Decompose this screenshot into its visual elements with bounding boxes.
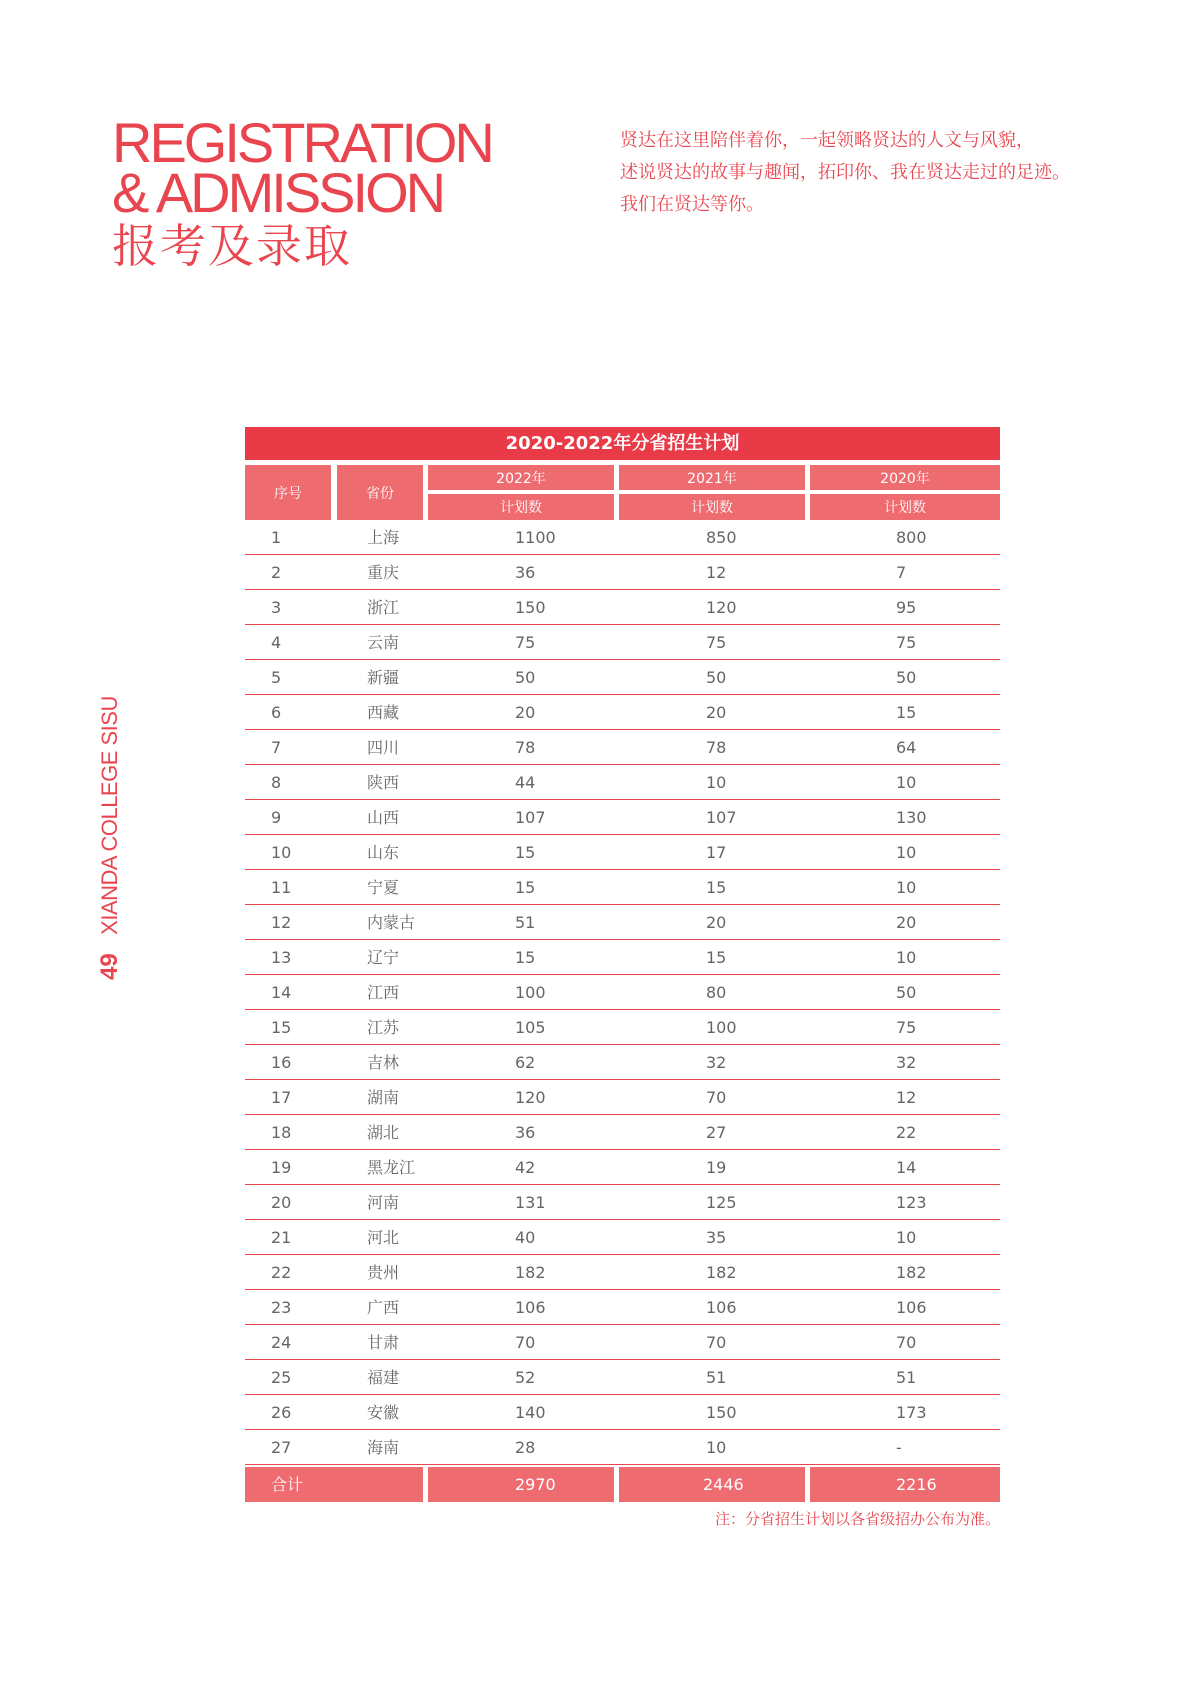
table-row bbox=[245, 835, 1000, 870]
plan-2020-cell: 173 bbox=[896, 1403, 927, 1422]
plan-2022-cell: 36 bbox=[515, 1123, 536, 1142]
serial-no-cell: 8 bbox=[271, 773, 282, 792]
plan-2020-cell: 95 bbox=[896, 598, 917, 617]
plan-2021-cell: 12 bbox=[706, 563, 727, 582]
province-cell: 辽宁 bbox=[367, 948, 400, 967]
header-serial-no: 序号 bbox=[245, 465, 331, 520]
province-cell: 黑龙江 bbox=[367, 1158, 416, 1177]
serial-no-cell: 27 bbox=[271, 1438, 292, 1457]
plan-2021-cell: 80 bbox=[706, 983, 727, 1002]
province-cell: 西藏 bbox=[367, 703, 400, 722]
total-2021: 2446 bbox=[619, 1467, 805, 1502]
plan-2022-cell: 50 bbox=[515, 668, 536, 687]
plan-2020-cell: 64 bbox=[896, 738, 917, 757]
header-plan-2021: 计划数 bbox=[619, 494, 805, 520]
plan-2021-cell: 10 bbox=[706, 1438, 727, 1457]
table-row bbox=[245, 870, 1000, 905]
province-cell: 内蒙古 bbox=[367, 913, 416, 932]
plan-2021-cell: 27 bbox=[706, 1123, 727, 1142]
serial-no-cell: 4 bbox=[271, 633, 282, 652]
plan-2020-cell: 75 bbox=[896, 1018, 917, 1037]
plan-2021-cell: 32 bbox=[706, 1053, 727, 1072]
plan-2021-cell: 50 bbox=[706, 668, 727, 687]
page-number: 49 bbox=[96, 953, 123, 980]
table-row bbox=[245, 555, 1000, 590]
plan-2022-cell: 42 bbox=[515, 1158, 536, 1177]
plan-2020-cell: 106 bbox=[896, 1298, 927, 1317]
province-cell: 甘肃 bbox=[367, 1333, 400, 1352]
province-cell: 江西 bbox=[367, 983, 400, 1002]
province-cell: 浙江 bbox=[367, 598, 400, 617]
plan-2022-cell: 120 bbox=[515, 1088, 546, 1107]
table-row bbox=[245, 1255, 1000, 1290]
province-cell: 安徽 bbox=[367, 1403, 400, 1422]
table-row bbox=[245, 1080, 1000, 1115]
plan-2020-cell: - bbox=[896, 1438, 902, 1457]
plan-2020-cell: 15 bbox=[896, 703, 917, 722]
total-label: 合计 bbox=[245, 1467, 423, 1502]
province-cell: 贵州 bbox=[367, 1263, 400, 1282]
plan-2022-cell: 51 bbox=[515, 913, 536, 932]
table-row bbox=[245, 520, 1000, 555]
serial-no-cell: 15 bbox=[271, 1018, 292, 1037]
plan-2021-cell: 78 bbox=[706, 738, 727, 757]
plan-2022-cell: 40 bbox=[515, 1228, 536, 1247]
plan-2022-cell: 106 bbox=[515, 1298, 546, 1317]
province-cell: 海南 bbox=[367, 1438, 400, 1457]
province-cell: 河北 bbox=[367, 1228, 400, 1247]
plan-2022-cell: 15 bbox=[515, 843, 536, 862]
plan-2020-cell: 75 bbox=[896, 633, 917, 652]
table-row bbox=[245, 625, 1000, 660]
serial-no-cell: 12 bbox=[271, 913, 292, 932]
province-cell: 四川 bbox=[367, 738, 400, 757]
table-row bbox=[245, 730, 1000, 765]
table-row bbox=[245, 1430, 1000, 1465]
table-row bbox=[245, 1290, 1000, 1325]
title-line-1: REGISTRATION bbox=[112, 111, 492, 174]
serial-no-cell: 7 bbox=[271, 738, 282, 757]
plan-2022-cell: 131 bbox=[515, 1193, 546, 1212]
plan-2021-cell: 150 bbox=[706, 1403, 737, 1422]
serial-no-cell: 6 bbox=[271, 703, 282, 722]
intro-line: 述说贤达的故事与趣闻，拓印你、我在贤达走过的足迹。 bbox=[620, 162, 1070, 183]
plan-2020-cell: 800 bbox=[896, 528, 927, 547]
province-cell: 广西 bbox=[367, 1298, 400, 1317]
province-cell: 山西 bbox=[367, 808, 400, 827]
province-cell: 湖南 bbox=[367, 1088, 400, 1107]
intro-line: 贤达在这里陪伴着你，一起领略贤达的人文与风貌， bbox=[620, 130, 1034, 151]
plan-2020-cell: 50 bbox=[896, 668, 917, 687]
plan-2021-cell: 51 bbox=[706, 1368, 727, 1387]
plan-2022-cell: 75 bbox=[515, 633, 536, 652]
total-row bbox=[245, 1467, 1000, 1502]
page-title bbox=[112, 111, 492, 224]
plan-2021-cell: 15 bbox=[706, 878, 727, 897]
table-row bbox=[245, 765, 1000, 800]
header-year-2021: 2021年 bbox=[619, 465, 805, 490]
plan-2020-cell: 10 bbox=[896, 878, 917, 897]
header-plan-2022: 计划数 bbox=[428, 494, 614, 520]
table-row bbox=[245, 1150, 1000, 1185]
serial-no-cell: 24 bbox=[271, 1333, 292, 1352]
table-row bbox=[245, 695, 1000, 730]
serial-no-cell: 1 bbox=[271, 528, 282, 547]
serial-no-cell: 5 bbox=[271, 668, 282, 687]
plan-2021-cell: 10 bbox=[706, 773, 727, 792]
province-cell: 湖北 bbox=[367, 1123, 400, 1142]
plan-2022-cell: 78 bbox=[515, 738, 536, 757]
table-row bbox=[245, 1395, 1000, 1430]
serial-no-cell: 18 bbox=[271, 1123, 292, 1142]
serial-no-cell: 16 bbox=[271, 1053, 292, 1072]
plan-2022-cell: 100 bbox=[515, 983, 546, 1002]
plan-2022-cell: 140 bbox=[515, 1403, 546, 1422]
province-cell: 陕西 bbox=[367, 773, 400, 792]
header-year-2020: 2020年 bbox=[810, 465, 1000, 490]
plan-2021-cell: 70 bbox=[706, 1088, 727, 1107]
table-row bbox=[245, 1325, 1000, 1360]
table-row bbox=[245, 590, 1000, 625]
plan-2022-cell: 1100 bbox=[515, 528, 556, 547]
plan-2021-cell: 19 bbox=[706, 1158, 727, 1177]
plan-2021-cell: 125 bbox=[706, 1193, 737, 1212]
plan-2022-cell: 44 bbox=[515, 773, 536, 792]
intro-line: 我们在贤达等你。 bbox=[620, 194, 764, 215]
plan-2022-cell: 107 bbox=[515, 808, 546, 827]
province-cell: 江苏 bbox=[367, 1018, 400, 1037]
plan-2020-cell: 182 bbox=[896, 1263, 927, 1282]
serial-no-cell: 2 bbox=[271, 563, 282, 582]
table-row bbox=[245, 1115, 1000, 1150]
plan-2021-cell: 15 bbox=[706, 948, 727, 967]
plan-2021-cell: 75 bbox=[706, 633, 727, 652]
plan-2022-cell: 36 bbox=[515, 563, 536, 582]
header-plan-2020: 计划数 bbox=[810, 494, 1000, 520]
plan-2020-cell: 12 bbox=[896, 1088, 917, 1107]
table-row bbox=[245, 940, 1000, 975]
page-title-chinese: 报考及录取 bbox=[112, 219, 352, 273]
plan-2020-cell: 10 bbox=[896, 948, 917, 967]
plan-2021-cell: 850 bbox=[706, 528, 737, 547]
plan-2022-cell: 28 bbox=[515, 1438, 536, 1457]
plan-2021-cell: 70 bbox=[706, 1333, 727, 1352]
table-row bbox=[245, 1010, 1000, 1045]
serial-no-cell: 21 bbox=[271, 1228, 292, 1247]
intro-paragraph bbox=[620, 125, 1100, 221]
plan-2021-cell: 20 bbox=[706, 703, 727, 722]
plan-2021-cell: 20 bbox=[706, 913, 727, 932]
plan-2022-cell: 52 bbox=[515, 1368, 536, 1387]
table-header bbox=[245, 465, 1000, 520]
plan-2020-cell: 10 bbox=[896, 773, 917, 792]
plan-2021-cell: 182 bbox=[706, 1263, 737, 1282]
serial-no-cell: 19 bbox=[271, 1158, 292, 1177]
serial-no-cell: 25 bbox=[271, 1368, 292, 1387]
table-row bbox=[245, 800, 1000, 835]
plan-2022-cell: 105 bbox=[515, 1018, 546, 1037]
province-cell: 山东 bbox=[367, 843, 400, 862]
header-province: 省份 bbox=[337, 465, 423, 520]
plan-2022-cell: 15 bbox=[515, 878, 536, 897]
plan-2021-cell: 120 bbox=[706, 598, 737, 617]
table-row bbox=[245, 905, 1000, 940]
serial-no-cell: 9 bbox=[271, 808, 282, 827]
province-cell: 云南 bbox=[367, 633, 400, 652]
plan-2022-cell: 70 bbox=[515, 1333, 536, 1352]
plan-2022-cell: 150 bbox=[515, 598, 546, 617]
plan-2022-cell: 15 bbox=[515, 948, 536, 967]
plan-2020-cell: 22 bbox=[896, 1123, 917, 1142]
serial-no-cell: 20 bbox=[271, 1193, 292, 1212]
total-2022: 2970 bbox=[428, 1467, 614, 1502]
province-cell: 河南 bbox=[367, 1193, 400, 1212]
plan-2020-cell: 70 bbox=[896, 1333, 917, 1352]
plan-2021-cell: 106 bbox=[706, 1298, 737, 1317]
plan-2020-cell: 10 bbox=[896, 843, 917, 862]
table-title: 2020-2022年分省招生计划 bbox=[245, 427, 1000, 460]
serial-no-cell: 14 bbox=[271, 983, 292, 1002]
table-row bbox=[245, 1045, 1000, 1080]
table-row bbox=[245, 1360, 1000, 1395]
serial-no-cell: 11 bbox=[271, 878, 292, 897]
college-name: XIANDA COLLEGE SISU bbox=[97, 696, 122, 935]
table-row bbox=[245, 660, 1000, 695]
table-row bbox=[245, 1185, 1000, 1220]
plan-2020-cell: 20 bbox=[896, 913, 917, 932]
plan-2022-cell: 62 bbox=[515, 1053, 536, 1072]
table-row bbox=[245, 975, 1000, 1010]
plan-2020-cell: 32 bbox=[896, 1053, 917, 1072]
plan-2020-cell: 50 bbox=[896, 983, 917, 1002]
province-cell: 吉林 bbox=[367, 1053, 400, 1072]
plan-2021-cell: 35 bbox=[706, 1228, 727, 1247]
total-2020: 2216 bbox=[810, 1467, 1000, 1502]
serial-no-cell: 17 bbox=[271, 1088, 292, 1107]
plan-2022-cell: 20 bbox=[515, 703, 536, 722]
province-cell: 福建 bbox=[367, 1368, 400, 1387]
serial-no-cell: 22 bbox=[271, 1263, 292, 1282]
plan-2020-cell: 130 bbox=[896, 808, 927, 827]
plan-2021-cell: 17 bbox=[706, 843, 727, 862]
serial-no-cell: 26 bbox=[271, 1403, 292, 1422]
serial-no-cell: 23 bbox=[271, 1298, 292, 1317]
serial-no-cell: 13 bbox=[271, 948, 292, 967]
table-body bbox=[245, 520, 1000, 1465]
plan-2021-cell: 107 bbox=[706, 808, 737, 827]
side-label bbox=[96, 696, 124, 980]
serial-no-cell: 10 bbox=[271, 843, 292, 862]
plan-2020-cell: 51 bbox=[896, 1368, 917, 1387]
plan-2020-cell: 14 bbox=[896, 1158, 917, 1177]
table-row bbox=[245, 1220, 1000, 1255]
plan-2020-cell: 123 bbox=[896, 1193, 927, 1212]
serial-no-cell: 3 bbox=[271, 598, 282, 617]
plan-2022-cell: 182 bbox=[515, 1263, 546, 1282]
table-note: 注：分省招生计划以各省级招办公布为准。 bbox=[714, 1510, 1000, 1528]
enrollment-table bbox=[245, 427, 1000, 1528]
province-cell: 宁夏 bbox=[367, 878, 400, 897]
plan-2021-cell: 100 bbox=[706, 1018, 737, 1037]
plan-2020-cell: 10 bbox=[896, 1228, 917, 1247]
title-line-2: & ADMISSION bbox=[112, 161, 444, 224]
plan-2020-cell: 7 bbox=[896, 563, 907, 582]
header-year-2022: 2022年 bbox=[428, 465, 614, 490]
province-cell: 重庆 bbox=[367, 563, 400, 582]
province-cell: 新疆 bbox=[367, 668, 400, 687]
province-cell: 上海 bbox=[367, 528, 400, 547]
